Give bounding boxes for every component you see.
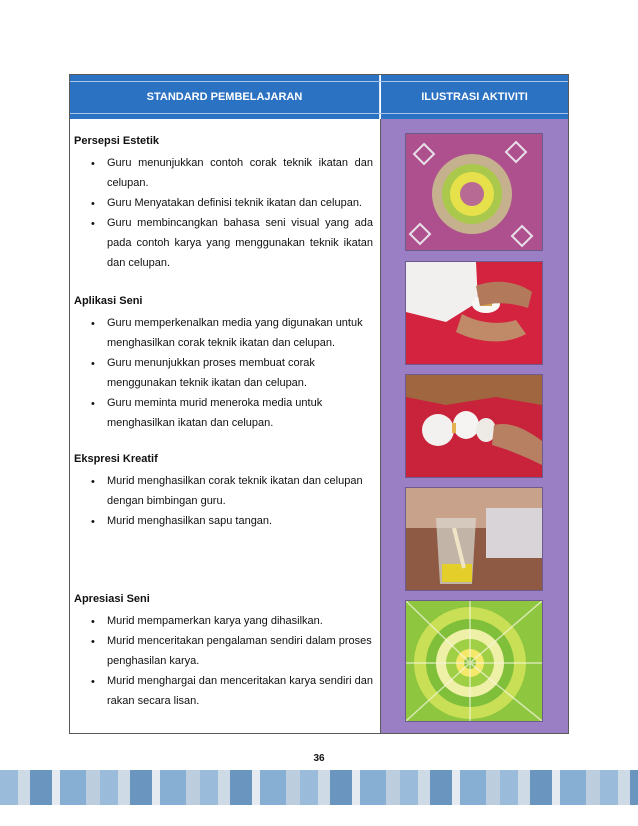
list-item: Guru membincangkan bahasa seni visual yang ada pada contoh karya yang menggunakan teknik ikatan dan celupan. bbox=[107, 217, 373, 269]
bullet-icon: • bbox=[91, 358, 95, 370]
dye-bath-photo bbox=[405, 487, 543, 591]
section-title-aplikasi-seni: Aplikasi Seni bbox=[74, 295, 143, 307]
bullet-icon: • bbox=[91, 616, 95, 628]
bullet-icon: • bbox=[91, 198, 95, 210]
list-item: Murid menceritakan pengalaman sendiri dalam proses penghasilan karya. bbox=[107, 635, 372, 667]
list-item: Guru menunjukkan proses membuat corak menggunakan teknik ikatan dan celupan. bbox=[107, 357, 315, 389]
section-title-persepsi-estetik: Persepsi Estetik bbox=[74, 135, 159, 147]
bullet-icon: • bbox=[91, 158, 95, 170]
illustration-column bbox=[381, 119, 568, 733]
list-item: Murid menghasilkan sapu tangan. bbox=[107, 515, 273, 527]
list-item: Guru memperkenalkan media yang digunakan untuk menghasilkan corak teknik ikatan dan celupan. bbox=[107, 317, 363, 349]
page-number: 36 bbox=[313, 753, 325, 764]
header-rule bbox=[70, 113, 568, 114]
list-item: Murid menghargai dan menceritakan karya sendiri dan rakan secara lisan. bbox=[107, 675, 373, 707]
finished-tie-dye-photo bbox=[405, 600, 543, 722]
section-title-apresiasi-seni: Apresiasi Seni bbox=[74, 593, 150, 605]
header-ilustrasi-label: ILUSTRASI AKTIVITI bbox=[421, 91, 528, 103]
bullet-icon: • bbox=[91, 398, 95, 410]
list-item: Murid mempamerkan karya yang dihasilkan. bbox=[107, 615, 323, 627]
list-item: Guru meminta murid meneroka media untuk menghasilkan ikatan dan celupan. bbox=[107, 397, 323, 429]
header-standard-label: STANDARD PEMBELAJARAN bbox=[146, 91, 303, 103]
bullet-icon: • bbox=[91, 516, 95, 528]
tie-dye-sample-photo bbox=[405, 133, 543, 251]
tying-cloth-photo bbox=[405, 261, 543, 365]
bullet-icon: • bbox=[91, 218, 95, 230]
list-item: Murid menghasilkan corak teknik ikatan dan celupan dengan bimbingan guru. bbox=[107, 475, 363, 507]
standard-column bbox=[70, 119, 381, 733]
lesson-table bbox=[69, 74, 569, 734]
bullet-icon: • bbox=[91, 476, 95, 488]
bullet-icon: • bbox=[91, 318, 95, 330]
decorative-footer-band bbox=[0, 770, 638, 805]
tied-bundles-photo bbox=[405, 374, 543, 478]
header-rule bbox=[70, 81, 568, 82]
bullet-icon: • bbox=[91, 676, 95, 688]
bullet-icon: • bbox=[91, 636, 95, 648]
section-title-ekspresi-kreatif: Ekspresi Kreatif bbox=[74, 453, 158, 465]
list-item: Guru menunjukkan contoh corak teknik ikatan dan celupan. bbox=[107, 157, 373, 189]
list-item: Guru Menyatakan definisi teknik ikatan dan celupan. bbox=[107, 197, 362, 209]
